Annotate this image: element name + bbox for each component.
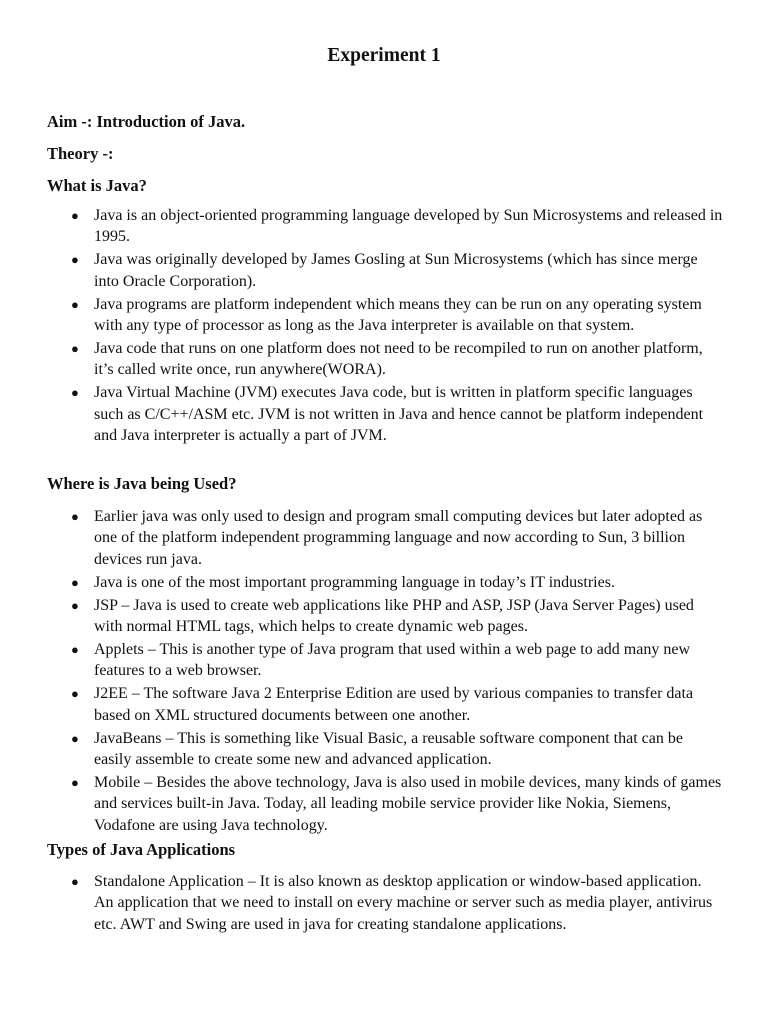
list-item-text: JSP – Java is used to create web applications like PHP and ASP, JSP (Java Server Pages) used with normal HTML tags, which helps to create dynamic web pages.	[94, 596, 694, 636]
list-item	[0, 205, 724, 248]
list-item-text: Java was originally developed by James Gosling at Sun Microsystems (which has since merge into Oracle Corporation).	[94, 251, 698, 290]
list-item	[0, 249, 724, 292]
list-item	[0, 728, 724, 771]
list-item	[0, 639, 724, 682]
list-item-text: Java programs are platform independent which means they can be run on any operating system with any type of processor as long as the Java interpreter is available on that system.	[94, 295, 702, 335]
bullet-icon: ●	[71, 730, 79, 746]
bullet-icon: ●	[71, 509, 79, 524]
section-heading-where-used: Where is Java being Used?	[47, 474, 237, 493]
list-item	[0, 506, 724, 570]
list-item	[0, 683, 724, 726]
list-item-text: Earlier java was only used to design and program small computing devices but later adopted as one of the platform independent programming language and now according to Sun, 3 billion devices run java.	[94, 508, 703, 568]
list-item-text: Java is an object-oriented programming language developed by Sun Microsystems and released in 1995.	[94, 207, 723, 246]
list-item-text: Java is one of the most important programming language in today’s IT industries.	[94, 573, 615, 591]
list-item-text: Applets – This is another type of Java program that used within a web page to add many new features to a web browser.	[94, 640, 691, 680]
what-is-java-list	[0, 205, 768, 448]
list-item	[0, 338, 724, 381]
bullet-icon: ●	[71, 340, 79, 356]
list-item-text: Standalone Application – It is also known as desktop application or window-based application. An application that we need to install on every machine or server such as media player, antivirus etc. AWT and Swing are used in java for creating standalone applications.	[94, 873, 713, 933]
bullet-icon: ●	[71, 574, 79, 590]
list-item	[0, 595, 724, 638]
bullet-icon: ●	[71, 641, 79, 657]
page-title: Experiment 1	[327, 45, 441, 66]
types-list	[0, 871, 768, 937]
aim-heading: Aim -: Introduction of Java.	[47, 112, 246, 131]
bullet-icon: ●	[71, 597, 79, 613]
bullet-icon: ●	[71, 208, 79, 223]
list-item	[0, 772, 724, 836]
bullet-icon: ●	[71, 774, 79, 790]
where-used-list	[0, 506, 768, 838]
bullet-icon: ●	[71, 686, 79, 702]
bullet-icon: ●	[71, 385, 79, 401]
section-heading-what-is-java: What is Java?	[47, 176, 147, 195]
list-item	[0, 572, 724, 593]
list-item-text: Java Virtual Machine (JVM) executes Java code, but is written in platform specific languages such as C/C++/ASM etc. JVM is not written in Java and hence cannot be platform independent and Java interpreter is actually a part of JVM.	[94, 384, 704, 445]
list-item-text: J2EE – The software Java 2 Enterprise Edition are used by various companies to transfer data based on XML structured documents between one another.	[94, 685, 694, 724]
list-item	[0, 871, 724, 935]
theory-heading: Theory -:	[47, 144, 114, 163]
list-item-text: Java code that runs on one platform does not need to be recompiled to run on another platform, it’s called write once, run anywhere(WORA).	[94, 339, 703, 379]
list-item	[0, 382, 724, 446]
section-heading-types: Types of Java Applications	[47, 840, 236, 859]
list-item-text: JavaBeans – This is something like Visual Basic, a reusable software component that can be easily assemble to create some new and advanced application.	[94, 729, 683, 768]
list-item-text: Mobile – Besides the above technology, Java is also used in mobile devices, many kinds of games and services built-in Java. Today, all leading mobile service provider like Nokia, Siemens, Vodafone are using Java technology.	[94, 773, 722, 834]
list-item	[0, 294, 724, 337]
bullet-icon: ●	[71, 252, 79, 268]
bullet-icon: ●	[71, 296, 79, 312]
bullet-icon: ●	[71, 874, 79, 889]
